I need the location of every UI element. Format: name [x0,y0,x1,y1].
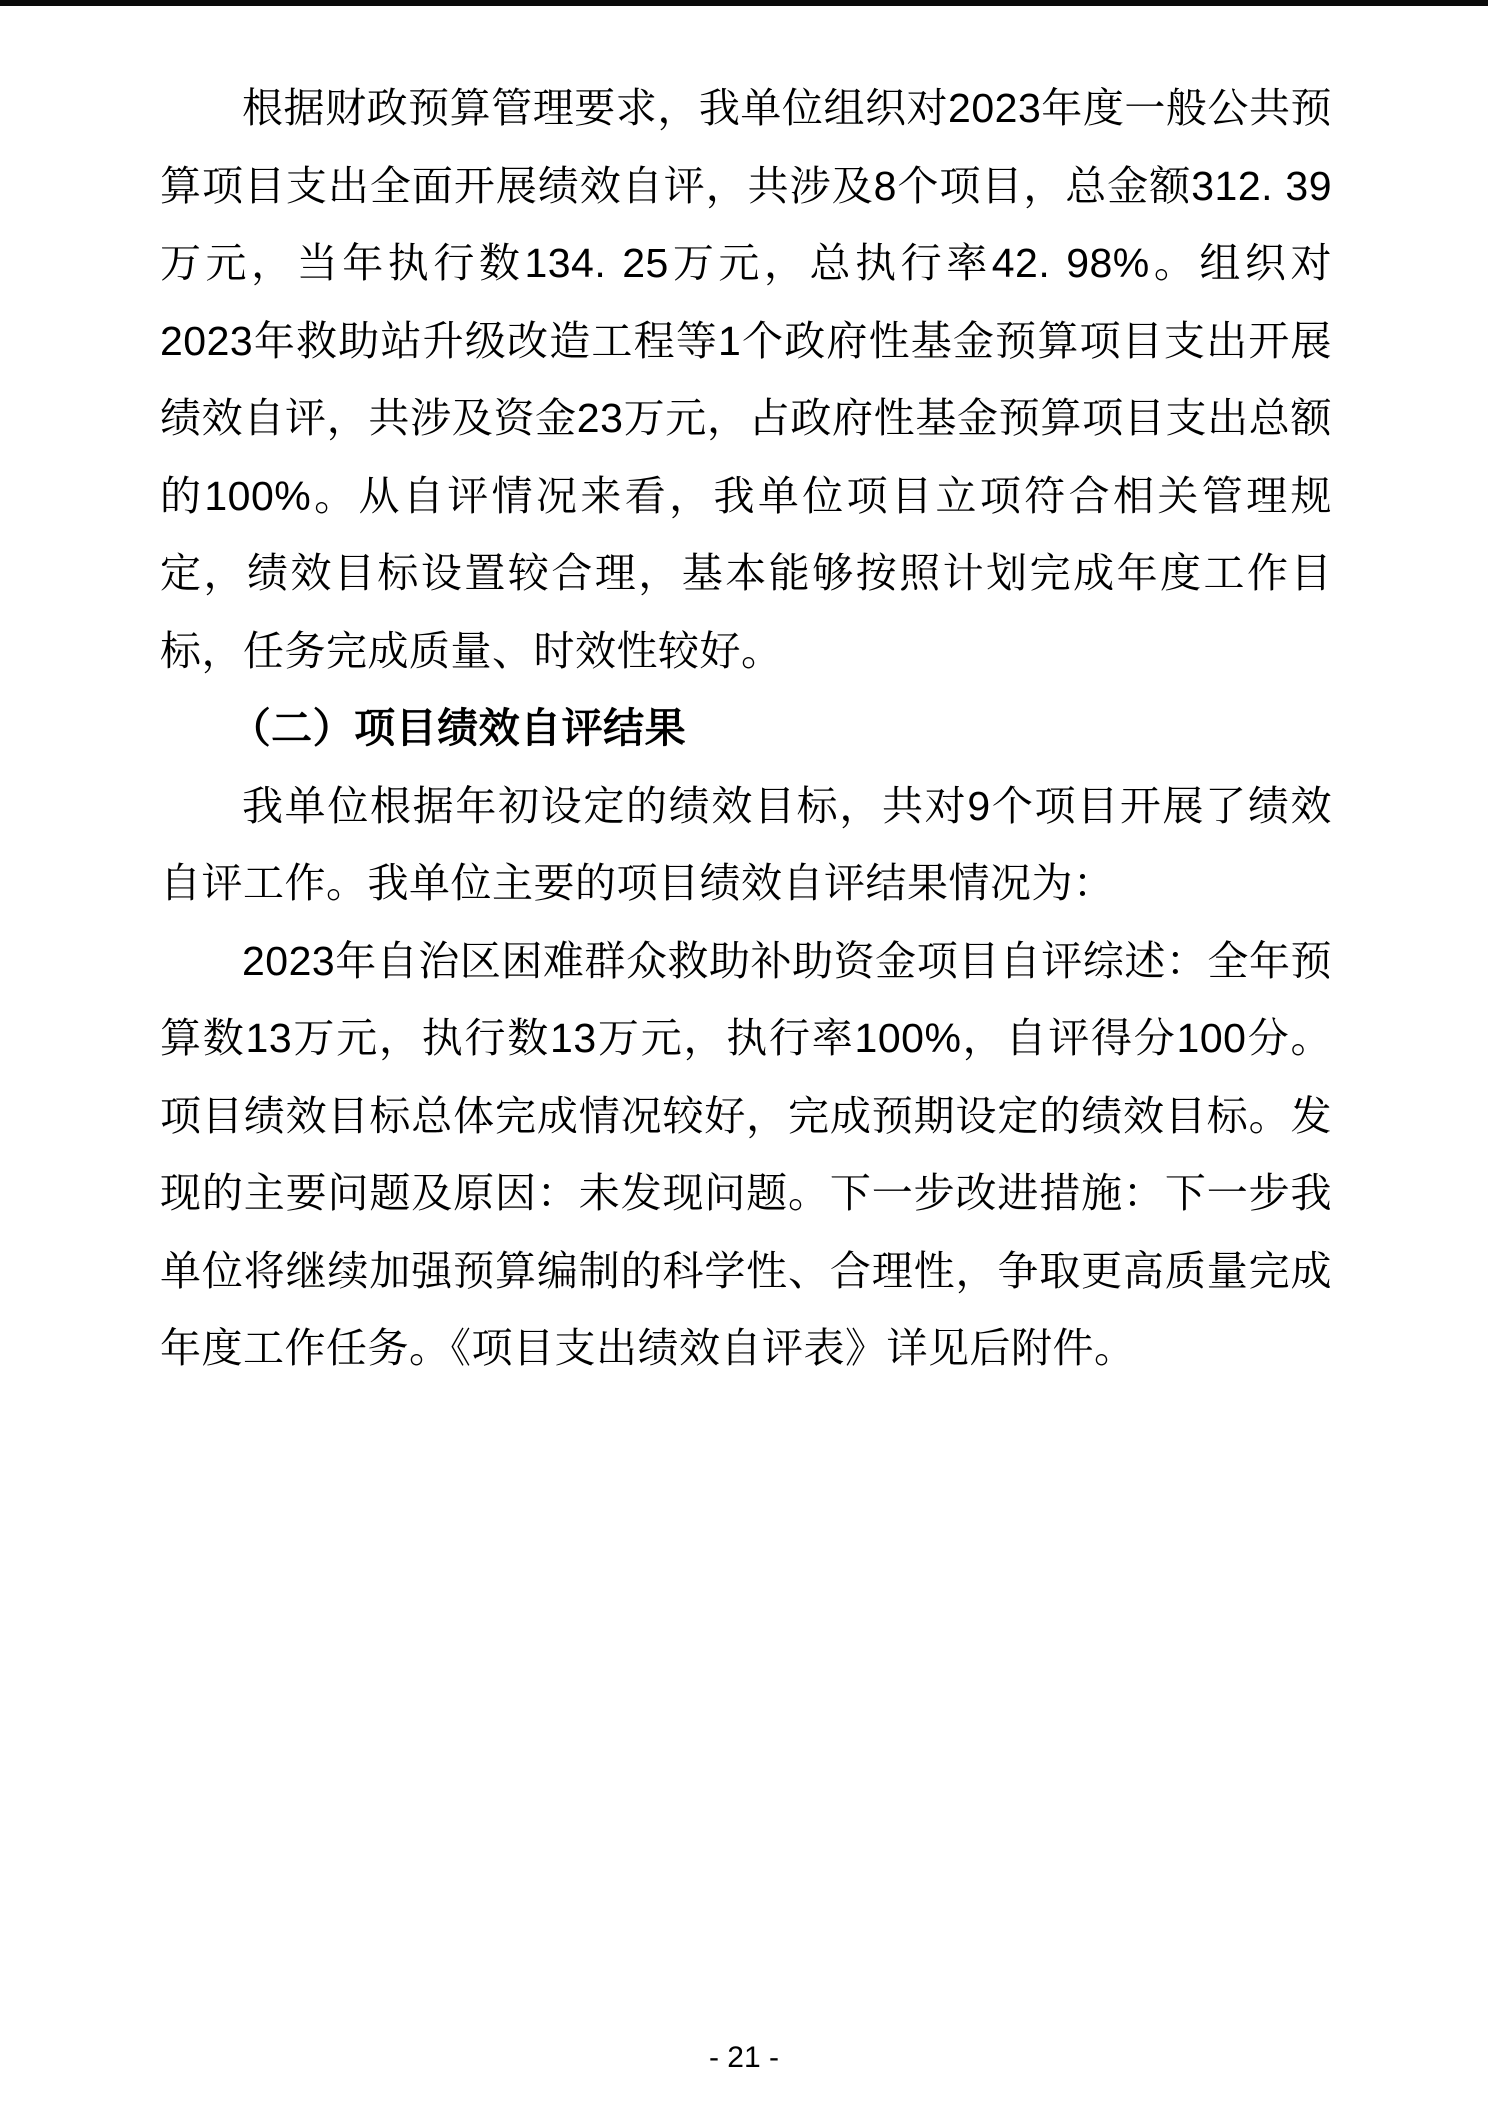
paragraph-project-self-evaluation-detail: 2023年自治区困难群众救助补助资金项目自评综述：全年预算数13万元，执行数13万元，执行率100%，自评得分100分。项目绩效目标总体完成情况较好，完成预期设定的绩效目标。发现的主要问题及原因：未发现问题。下一步改进措施：下一步我单位将继续加强预算编制的科学性、合理性，争取更高质量完成年度工作任务。《项目支出绩效自评表》详见后附件。 [160,937,1332,1371]
paragraph-general-budget-self-evaluation: 根据财政预算管理要求，我单位组织对2023年度一般公共预算项目支出全面开展绩效自评，共涉及8个项目，总金额312. 39万元，当年执行数134. 25万元，总执行率42. 98%。组织对2023年救助站升级改造工程等1个政府性基金预算项目支出开展绩效自评，共涉及资金23万元，占政府性基金预算项目支出总额的100%。从自评情况来看，我单位项目立项符合相关管理规定，绩效目标设置较合理，基本能够按照计划完成年度工作目标，任务完成质量、时效性较好。 [160,85,1332,674]
scan-edge-artifact [0,0,1488,6]
paragraph-self-evaluation-intro: 我单位根据年初设定的绩效目标，共对9个项目开展了绩效自评工作。我单位主要的项目绩效自评结果情况为： [160,782,1332,906]
page-number: - 21 - [708,2041,780,2074]
section-heading-project-self-evaluation-results: （二）项目绩效自评结果 [229,705,687,751]
document-body [160,70,1332,1388]
